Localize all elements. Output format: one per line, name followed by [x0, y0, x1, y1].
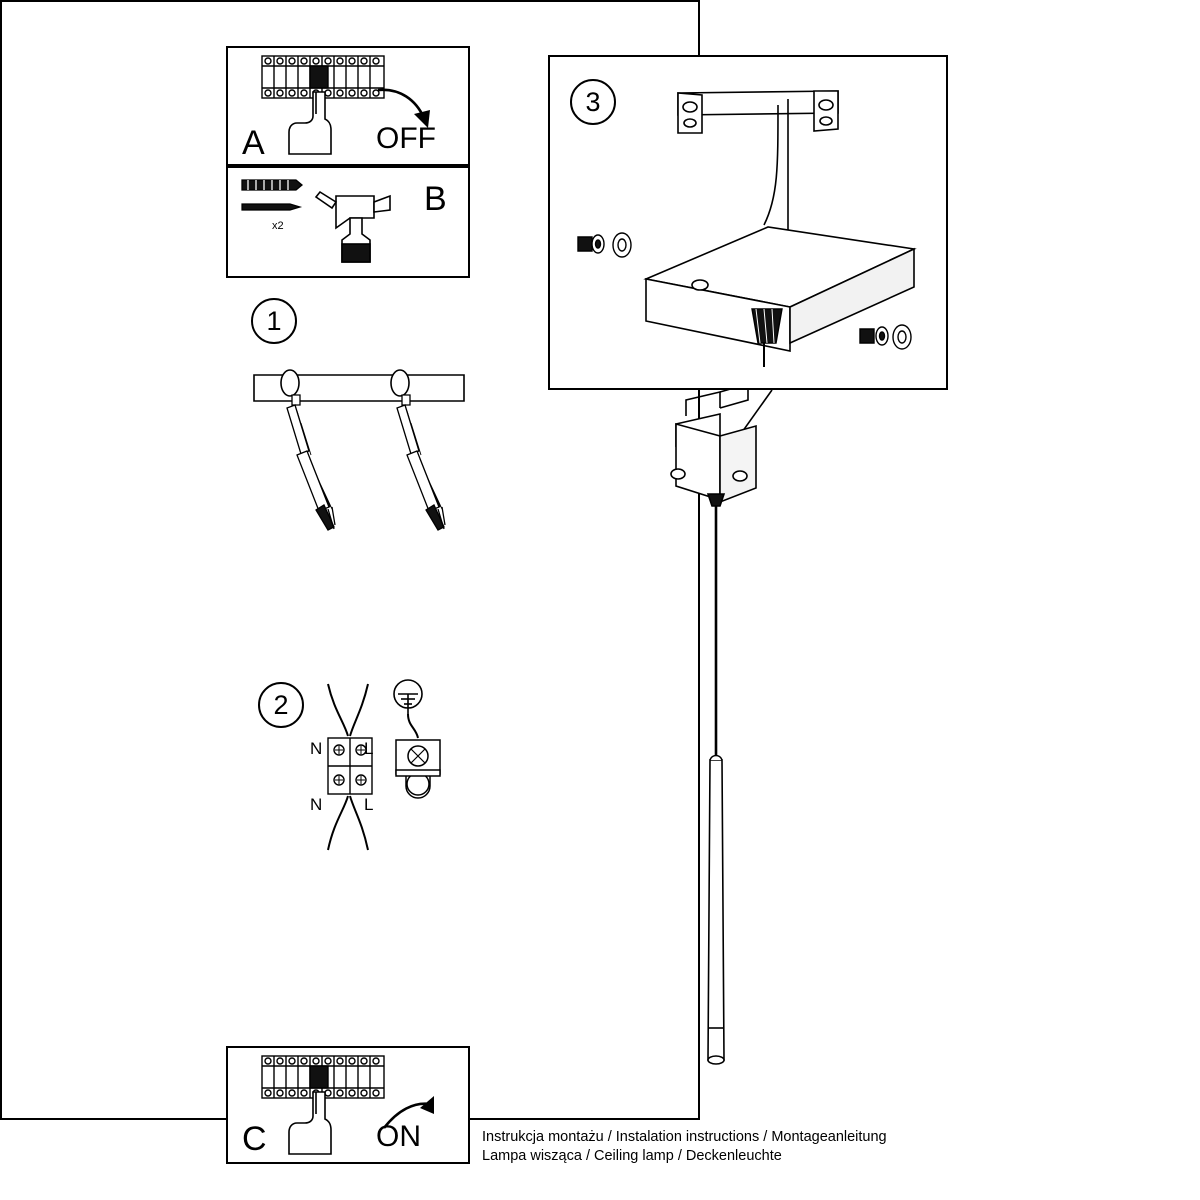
panel-c-action-label: ON [376, 1120, 421, 1153]
panel-c [226, 1046, 470, 1164]
step-2-graphics [300, 670, 480, 870]
panel-a-action-label: OFF [376, 122, 436, 155]
panel-b-letter: B [424, 180, 447, 218]
footer-line-2: Lampa wisząca / Ceiling lamp / Deckenleuchte [482, 1148, 782, 1164]
panel-b [226, 166, 470, 278]
footer-line-1: Instrukcja montażu / Instalation instructions / Montageanleitung [482, 1129, 887, 1145]
terminal-label-l-bottom: L [364, 795, 374, 814]
panel-step-3 [548, 55, 948, 390]
step-1-graphics [240, 355, 510, 555]
step-1-number: 1 [251, 298, 297, 344]
panel-a-letter: A [242, 124, 265, 162]
terminal-label-n-top: N [310, 739, 323, 758]
panel-a [226, 46, 470, 166]
lamp-assembly-graphics [600, 388, 860, 1108]
step-3-number: 3 [570, 79, 616, 125]
panel-b-quantity: x2 [272, 220, 284, 232]
step-2-number: 2 [258, 682, 304, 728]
panel-c-letter: C [242, 1120, 267, 1158]
terminal-label-n-bottom: N [310, 795, 323, 814]
terminal-label-l-top: L [364, 739, 374, 758]
